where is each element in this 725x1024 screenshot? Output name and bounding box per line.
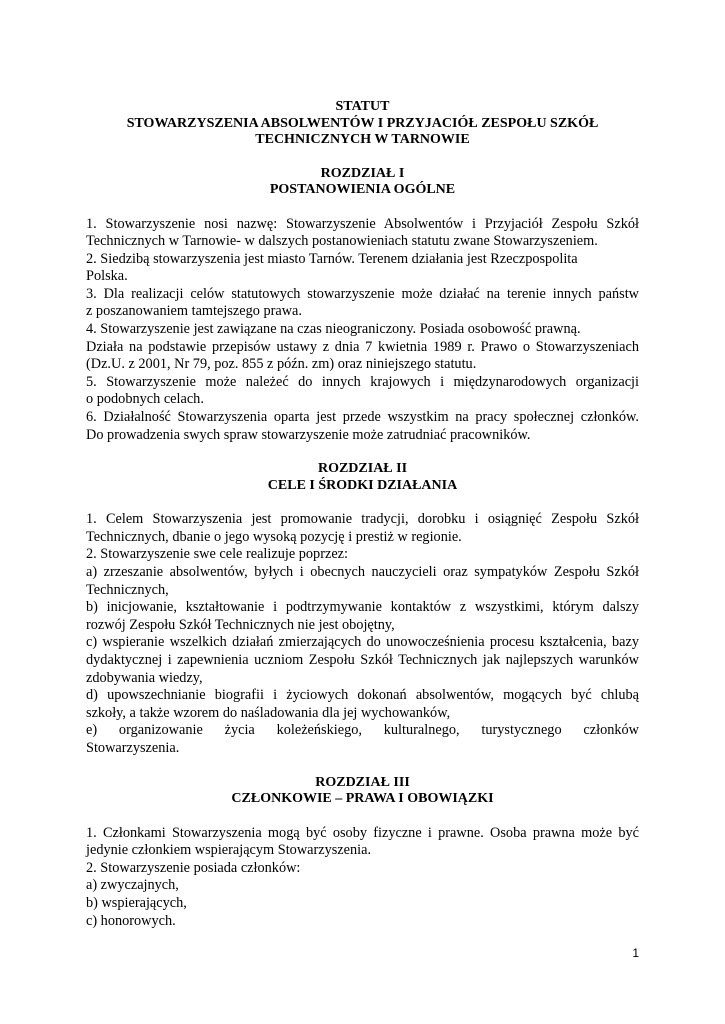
- chapter1-line: Polska.: [86, 268, 128, 285]
- chapter2-line: Technicznych, dbanie o jego wysoką pozycję i prestiż w regionie.: [86, 528, 462, 545]
- chapter-2-heading: [86, 461, 639, 494]
- chapter2-line: rozwój Zespołu Szkół Technicznych nie jest obojętny,: [86, 616, 395, 633]
- chapter1-line: (Dz.U. z 2001, Nr 79, poz. 855 z późn. zm) oraz niniejszego statutu.: [86, 356, 477, 373]
- document-subtitle-line-1: STOWARZYSZENIA ABSOLWENTÓW I PRZYJACIÓŁ ZESPOŁU SZKÓŁ: [126, 115, 599, 131]
- chapter2-line: a) zrzeszanie absolwentów, byłych i obecnych nauczycieli oraz sympatyków Zespołu Szkół: [86, 564, 639, 580]
- chapter2-line: szkoły, a także wzorem do naśladowania dla jej wychowanków,: [86, 704, 451, 721]
- chapter-3-heading: [86, 775, 639, 808]
- chapter-3-text: [86, 825, 639, 931]
- chapter2-line: 2. Stowarzyszenie swe cele realizuje poprzez:: [86, 546, 348, 563]
- chapter1-line: o podobnych celach.: [86, 391, 204, 408]
- chapter2-line: Stowarzyszenia.: [86, 739, 180, 756]
- document-body: [86, 99, 639, 930]
- chapter1-line: 6. Działalność Stowarzyszenia oparta jest przede wszystkim na pracy społecznej członków.: [86, 409, 639, 426]
- chapter-1-number: ROZDZIAŁ I: [320, 165, 405, 181]
- chapter-2-text: [86, 511, 639, 757]
- chapter3-line: 2. Stowarzyszenie posiada członków:: [86, 859, 301, 876]
- chapter1-line: z poszanowaniem tamtejszego prawa.: [86, 303, 302, 320]
- chapter1-line: Do prowadzenia swych spraw stowarzyszenie może zatrudniać pracowników.: [86, 426, 531, 443]
- chapter1-line: 5. Stowarzyszenie może należeć do innych krajowych i międzynarodowych organizacji: [86, 373, 639, 390]
- chapter3-line: 1. Członkami Stowarzyszenia mogą być osoby fizyczne i prawne. Osoba prawna może być: [86, 824, 639, 841]
- chapter3-line: jedynie członkiem wspierającym Stowarzyszenia.: [86, 842, 372, 859]
- chapter1-line: 2. Siedzibą stowarzyszenia jest miasto Tarnów. Terenem działania jest Rzeczpospolita: [86, 250, 578, 267]
- chapter-1-name: POSTANOWIENIA OGÓLNE: [269, 182, 456, 197]
- chapter1-line: 3. Dla realizacji celów statutowych stowarzyszenie może działać na terenie innych państw: [86, 285, 639, 302]
- chapter3-line: c) honorowych.: [86, 912, 176, 929]
- document-title: STATUT: [335, 99, 390, 114]
- chapter-1-heading: [86, 166, 639, 199]
- chapter1-line: Działa na podstawie przepisów ustawy z dnia 7 kwietnia 1989 r. Prawo o Stowarzyszeniach: [86, 338, 639, 355]
- chapter2-line: Technicznych,: [86, 581, 169, 598]
- chapter-2-number: ROZDZIAŁ II: [317, 461, 408, 477]
- document-title-block: [86, 99, 639, 149]
- chapter2-line: c) wspieranie wszelkich działań zmierzających do unowocześnienia procesu kształcenia, bazy: [86, 634, 639, 651]
- chapter2-line: b) inicjowanie, kształtowanie i podtrzymywanie kontaktów z wszystkimi, którym dalszy: [86, 599, 639, 616]
- chapter2-line: d) upowszechnianie biografii i życiowych dokonań absolwentów, mogących być chlubą: [86, 687, 639, 704]
- chapter-1-text: [86, 216, 639, 445]
- chapter3-line: b) wspierających,: [86, 894, 187, 911]
- chapter2-line: e) organizowanie życia koleżeńskiego, kulturalnego, turystycznego członków: [86, 722, 639, 739]
- chapter1-line: Technicznych w Tarnowie- w dalszych postanowieniach statutu zwane Stowarzyszeniem.: [86, 233, 598, 250]
- chapter1-line: 4. Stowarzyszenie jest zawiązane na czas nieograniczony. Posiada osobowość prawną.: [86, 321, 581, 338]
- chapter2-line: 1. Celem Stowarzyszenia jest promowanie tradycji, dorobku i osiągnięć Zespołu Szkół: [86, 511, 639, 528]
- chapter-2-name: CELE I ŚRODKI DZIAŁANIA: [267, 477, 458, 493]
- chapter3-line: a) zwyczajnych,: [86, 877, 179, 894]
- chapter2-line: zdobywania wiedzy,: [86, 669, 203, 686]
- chapter-3-name: CZŁONKOWIE – PRAWA I OBOWIĄZKI: [231, 791, 494, 807]
- document-subtitle-line-2: TECHNICZNYCH W TARNOWIE: [255, 132, 470, 147]
- chapter-3-number: ROZDZIAŁ III: [315, 774, 410, 790]
- chapter1-line: 1. Stowarzyszenie nosi nazwę: Stowarzyszenie Absolwentów i Przyjaciół Zespołu Szkół: [86, 215, 639, 232]
- chapter2-line: dydaktycznej i zapewnienia uczniom Zespołu Szkół Technicznych jak najlepszych warunków: [86, 651, 639, 668]
- page-number: 1: [632, 946, 639, 960]
